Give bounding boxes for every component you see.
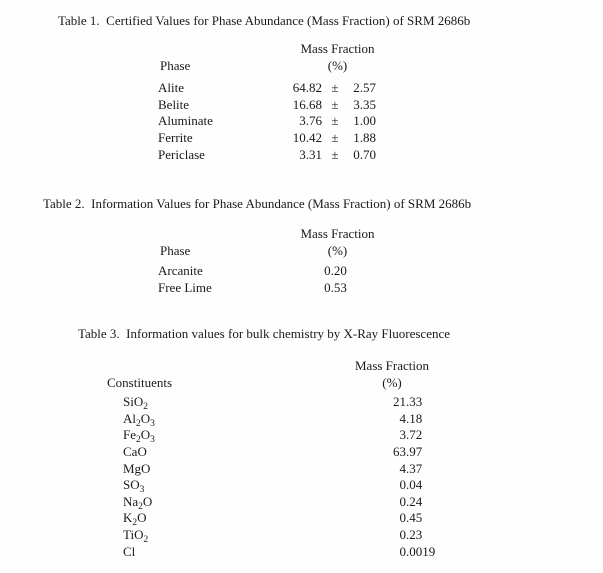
table3-header-row	[105, 358, 468, 391]
table-row	[105, 411, 468, 428]
formula-part: SO	[123, 477, 140, 493]
formula-subscript: 2	[136, 435, 141, 446]
table2-body	[158, 263, 400, 296]
table1-title: Table 1. Certified Values for Phase Abundance (Mass Fraction) of SRM 2686b	[58, 13, 471, 28]
value-cell	[348, 477, 468, 494]
table1-col1-header: Phase	[160, 57, 191, 73]
value-cell-group	[273, 113, 398, 130]
formula-subscript: 2	[138, 501, 143, 512]
formula-part: O	[140, 410, 151, 426]
table-row	[158, 147, 400, 164]
table-row	[158, 80, 400, 97]
formula-subscript: 2	[143, 534, 149, 545]
formula-part: TiO	[123, 526, 144, 542]
table3-body	[105, 394, 468, 560]
value-frac: .18	[406, 410, 423, 426]
value-cell	[348, 461, 468, 478]
value-cell	[348, 544, 468, 561]
table3-col1-header: Constituents	[107, 374, 173, 390]
formula-part: O	[142, 493, 153, 509]
constituent-cell	[105, 527, 348, 544]
formula-subscript: 2	[136, 418, 141, 429]
table-row	[158, 97, 400, 114]
value-cell: 0.20	[324, 263, 347, 279]
value-int: 0	[399, 477, 406, 493]
value-cell: 10.42	[292, 129, 322, 145]
value-cell	[348, 394, 468, 411]
percent-label: (%)	[382, 374, 402, 390]
value-cell	[348, 427, 468, 444]
value-cell-group	[273, 80, 398, 97]
table-row	[105, 461, 468, 478]
table2-col2-header	[275, 226, 400, 259]
uncertainty-cell: 0.70	[353, 146, 376, 162]
uncertainty-cell: 1.88	[353, 129, 376, 145]
value-cell: 3.76	[299, 113, 322, 129]
table-row	[105, 527, 468, 544]
plus-minus-symbol: ±	[331, 129, 339, 145]
value-cell-group	[273, 97, 398, 114]
table-row	[105, 510, 468, 527]
table-row	[105, 427, 468, 444]
value-frac: .23	[406, 526, 423, 542]
value-frac: .33	[406, 394, 423, 410]
table3-title: Table 3. Information values for bulk chemistry by X-Ray Fluorescence	[78, 326, 451, 341]
phase-cell: Alite	[158, 80, 184, 96]
mass-fraction-label: Mass Fraction	[354, 358, 430, 373]
percent-label: (%)	[327, 57, 348, 73]
formula-part: O	[137, 510, 147, 526]
value-int: 0	[399, 493, 406, 509]
plus-minus-symbol: ±	[331, 80, 339, 96]
table-row	[105, 394, 468, 411]
table1-body	[158, 80, 400, 163]
formula-part: MgO	[123, 460, 151, 476]
value-frac: .04	[406, 477, 423, 493]
formula-subscript: 2	[132, 518, 138, 529]
constituent-cell	[105, 394, 348, 411]
formula-part: Cl	[123, 543, 136, 559]
constituent-cell	[105, 427, 348, 444]
constituent-cell	[105, 461, 348, 478]
value-int: 0	[399, 510, 406, 526]
uncertainty-cell: 1.00	[353, 113, 376, 129]
value-int: 0	[399, 543, 406, 559]
value-frac: .45	[406, 510, 423, 526]
table1-col2-header	[275, 41, 400, 74]
formula-part: O	[140, 427, 151, 443]
phase-cell: Belite	[158, 96, 190, 112]
value-frac: .97	[406, 443, 423, 459]
table1-header-row	[158, 41, 400, 74]
uncertainty-cell: 3.35	[353, 96, 376, 112]
formula-subscript: 2	[143, 402, 148, 413]
table-row	[105, 477, 468, 494]
table-row	[105, 444, 468, 461]
formula-part: SiO	[123, 394, 144, 410]
phase-cell: Arcanite	[158, 263, 203, 279]
value-cell-group	[273, 147, 398, 164]
constituent-cell	[105, 477, 348, 494]
table-row	[105, 544, 468, 561]
value-cell: 16.68	[292, 96, 322, 112]
plus-minus-symbol: ±	[331, 113, 339, 129]
formula-part: Na	[123, 493, 139, 509]
table2-col1-header: Phase	[160, 242, 191, 258]
phase-cell: Ferrite	[158, 129, 193, 145]
phase-cell: Aluminate	[158, 113, 213, 129]
table-row	[158, 113, 400, 130]
value-cell	[348, 527, 468, 544]
table-row	[158, 130, 400, 147]
constituent-cell	[105, 510, 348, 527]
constituent-cell	[105, 411, 348, 428]
value-int: 4	[399, 410, 406, 426]
table3	[105, 358, 468, 560]
value-cell	[348, 411, 468, 428]
formula-subscript: 3	[150, 418, 155, 429]
constituent-cell	[105, 544, 348, 561]
table2-title: Table 2. Information Values for Phase Abundance (Mass Fraction) of SRM 2686b	[43, 196, 472, 211]
formula-part: Al	[123, 410, 136, 426]
plus-minus-symbol: ±	[331, 146, 339, 162]
uncertainty-cell: 2.57	[353, 80, 376, 96]
value-int: 0	[399, 526, 406, 542]
value-frac: .24	[406, 493, 423, 509]
value-cell: 0.53	[324, 279, 347, 295]
table1	[158, 41, 400, 163]
formula-subscript: 3	[150, 435, 155, 446]
formula-part: K	[123, 510, 133, 526]
plus-minus-symbol: ±	[331, 96, 339, 112]
phase-cell: Free Lime	[158, 279, 212, 295]
value-int: 63	[393, 443, 406, 459]
formula-part: CaO	[123, 443, 147, 459]
table-row	[158, 263, 400, 280]
value-int: 3	[399, 427, 406, 443]
table2-header-row	[158, 226, 400, 259]
constituent-cell	[105, 494, 348, 511]
mass-fraction-label: Mass Fraction	[300, 41, 375, 56]
formula-part: Fe	[123, 427, 136, 443]
value-frac: .0019	[406, 543, 436, 559]
value-frac: .37	[406, 460, 423, 476]
value-cell	[348, 494, 468, 511]
percent-label: (%)	[327, 242, 348, 258]
mass-fraction-label: Mass Fraction	[300, 226, 375, 241]
table-row	[158, 280, 400, 297]
value-int: 21	[393, 394, 406, 410]
value-int: 4	[399, 460, 406, 476]
value-cell-group	[273, 130, 398, 147]
constituent-cell	[105, 444, 348, 461]
value-cell: 3.31	[299, 146, 322, 162]
table2	[158, 226, 400, 296]
table3-col2-header	[332, 358, 452, 391]
phase-cell: Periclase	[158, 146, 205, 162]
table-row	[105, 494, 468, 511]
value-cell	[348, 444, 468, 461]
value-cell	[348, 510, 468, 527]
formula-subscript: 3	[139, 485, 145, 496]
value-cell: 64.82	[292, 80, 322, 96]
value-frac: .72	[406, 427, 423, 443]
